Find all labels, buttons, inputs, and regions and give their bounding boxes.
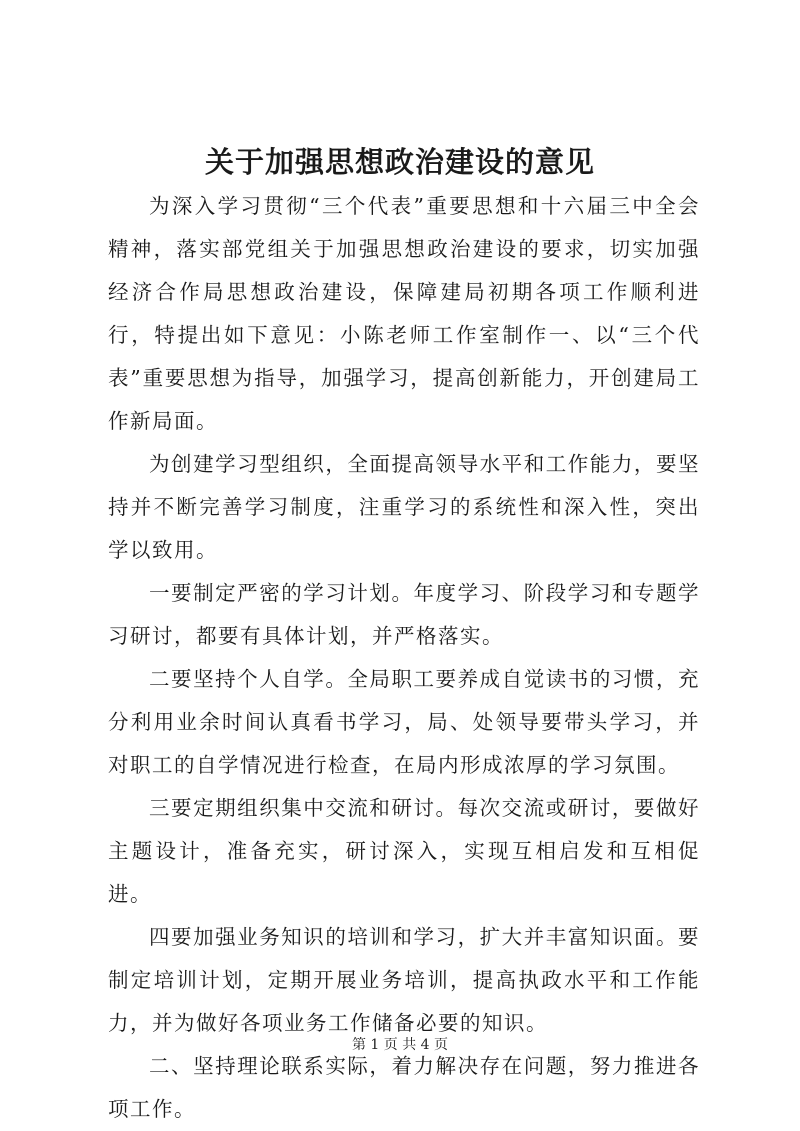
paragraph-3: 一要制定严密的学习计划。年度学习、阶段学习和专题学习研讨，都要有具体计划，并严格落实。: [108, 581, 700, 648]
document-body: [108, 185, 700, 1131]
page-footer: 第 1 页 共 4 页: [351, 1037, 449, 1053]
paragraph-4: 二要坚持个人自学。全局职工要养成自觉读书的习惯，充分利用业余时间认真看书学习，局、处领导要带头学习，并对职工的自学情况进行检查，在局内形成浓厚的学习氛围。: [108, 667, 700, 777]
paragraph-2: 为创建学习型组织，全面提高领导水平和工作能力，要坚持并不断完善学习制度，注重学习的系统性和深入性，突出学以致用。: [108, 452, 700, 562]
paragraph-1: 为深入学习贯彻“三个代表”重要思想和十六届三中全会精神，落实部党组关于加强思想政治建设的要求，切实加强经济合作局思想政治建设，保障建局初期各项工作顺利进行，特提出如下意见：小陈老师工作室制作一、以“三个代表”重要思想为指导，加强学习，提高创新能力，开创建局工作新局面。: [108, 194, 700, 433]
paragraph-6: 四要加强业务知识的培训和学习，扩大并丰富知识面。要制定培训计划，定期开展业务培训，提高执政水平和工作能力，并为做好各项业务工作储备必要的知识。: [108, 925, 700, 1035]
paragraph-5: 三要定期组织集中交流和研讨。每次交流或研讨，要做好主题设计，准备充实，研讨深入，实现互相启发和互相促进。: [108, 796, 700, 906]
paragraph-7: 二、坚持理论联系实际，着力解决存在问题，努力推进各项工作。: [108, 1054, 700, 1121]
document-title: 关于加强思想政治建设的意见: [204, 145, 595, 179]
